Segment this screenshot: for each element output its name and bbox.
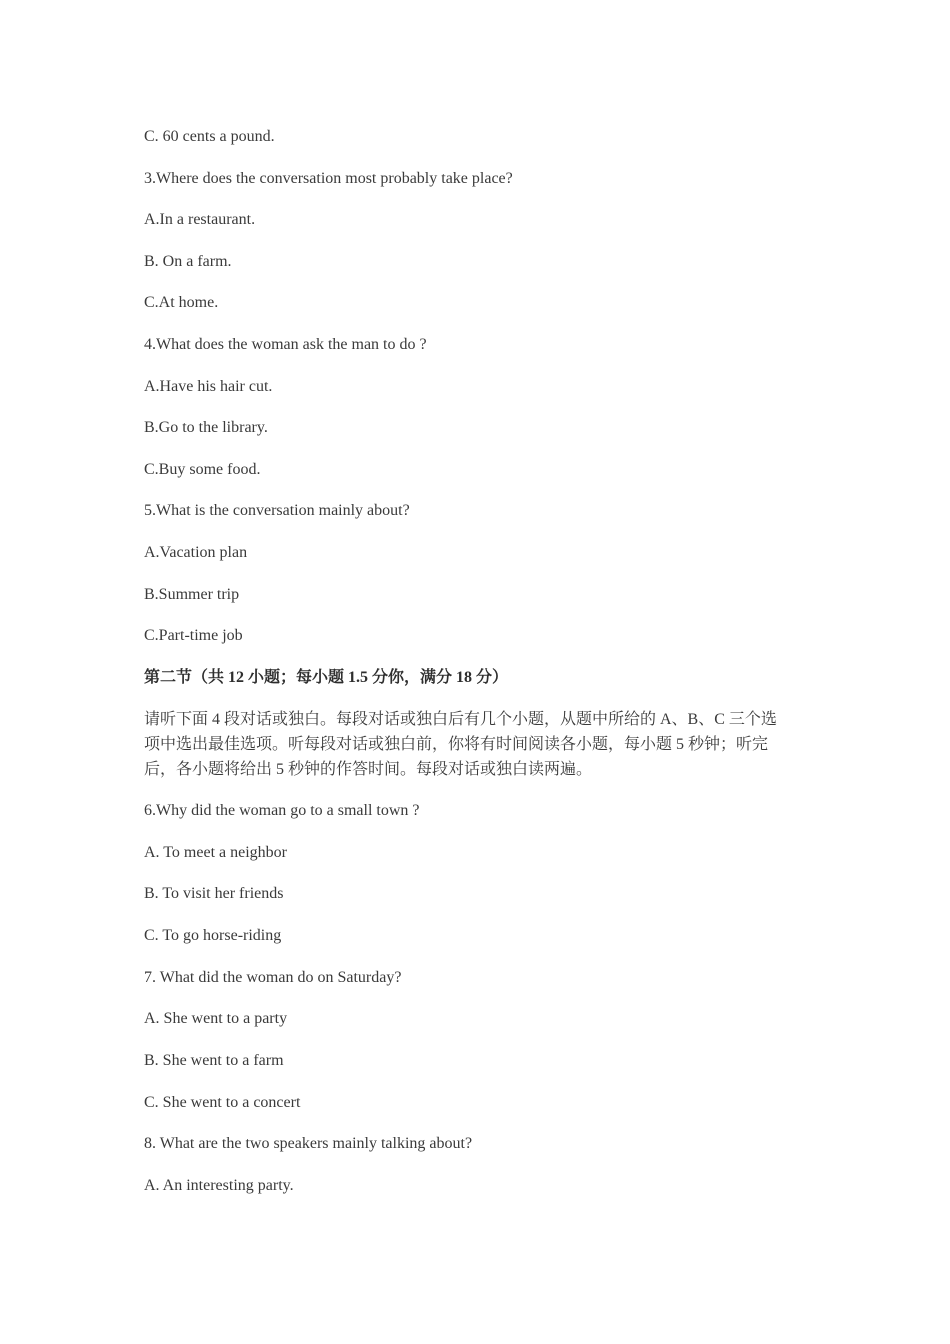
question-4: 4.What does the woman ask the man to do ? — [144, 336, 427, 353]
q3-option-c: C.At home. — [144, 294, 219, 311]
question-6: 6.Why did the woman go to a small town ? — [144, 802, 420, 819]
q5-option-c: C.Part-time job — [144, 627, 243, 644]
q5-option-b: B.Summer trip — [144, 586, 240, 603]
q4-option-c: C.Buy some food. — [144, 461, 261, 478]
q7-option-c: C. She went to a concert — [144, 1094, 301, 1111]
q5-option-a: A.Vacation plan — [144, 544, 248, 561]
question-8: 8. What are the two speakers mainly talking about? — [144, 1135, 473, 1152]
section-2-instruction-line-1: 请听下面 4 段对话或独白。每段对话或独白后有几个小题，从题中所给的 A、B、C 三个选 — [144, 711, 777, 728]
section-2-instruction-line-3: 后，各小题将给出 5 秒钟的作答时间。每段对话或独白读两遍。 — [144, 761, 593, 778]
section-2-instruction-line-2: 项中选出最佳选项。听每段对话或独白前，你将有时间阅读各小题，每小题 5 秒钟；听完 — [144, 736, 769, 753]
q4-option-b: B.Go to the library. — [144, 419, 268, 436]
q7-option-b: B. She went to a farm — [144, 1052, 284, 1069]
question-5: 5.What is the conversation mainly about? — [144, 502, 410, 519]
q6-option-c: C. To go horse-riding — [144, 927, 282, 944]
q3-option-b: B. On a farm. — [144, 253, 232, 270]
q4-option-a: A.Have his hair cut. — [144, 378, 273, 395]
q6-option-b: B. To visit her friends — [144, 885, 284, 902]
q3-option-a: A.In a restaurant. — [144, 211, 256, 228]
q7-option-a: A. She went to a party — [144, 1010, 288, 1027]
section-2-heading: 第二节（共 12 小题；每小题 1.5 分你，满分 18 分） — [144, 669, 509, 686]
q6-option-a: A. To meet a neighbor — [144, 844, 287, 861]
question-7: 7. What did the woman do on Saturday? — [144, 969, 402, 986]
q2-option-c: C. 60 cents a pound. — [144, 128, 275, 145]
question-3: 3.Where does the conversation most probably take place? — [144, 170, 513, 187]
q8-option-a: A. An interesting party. — [144, 1177, 294, 1194]
